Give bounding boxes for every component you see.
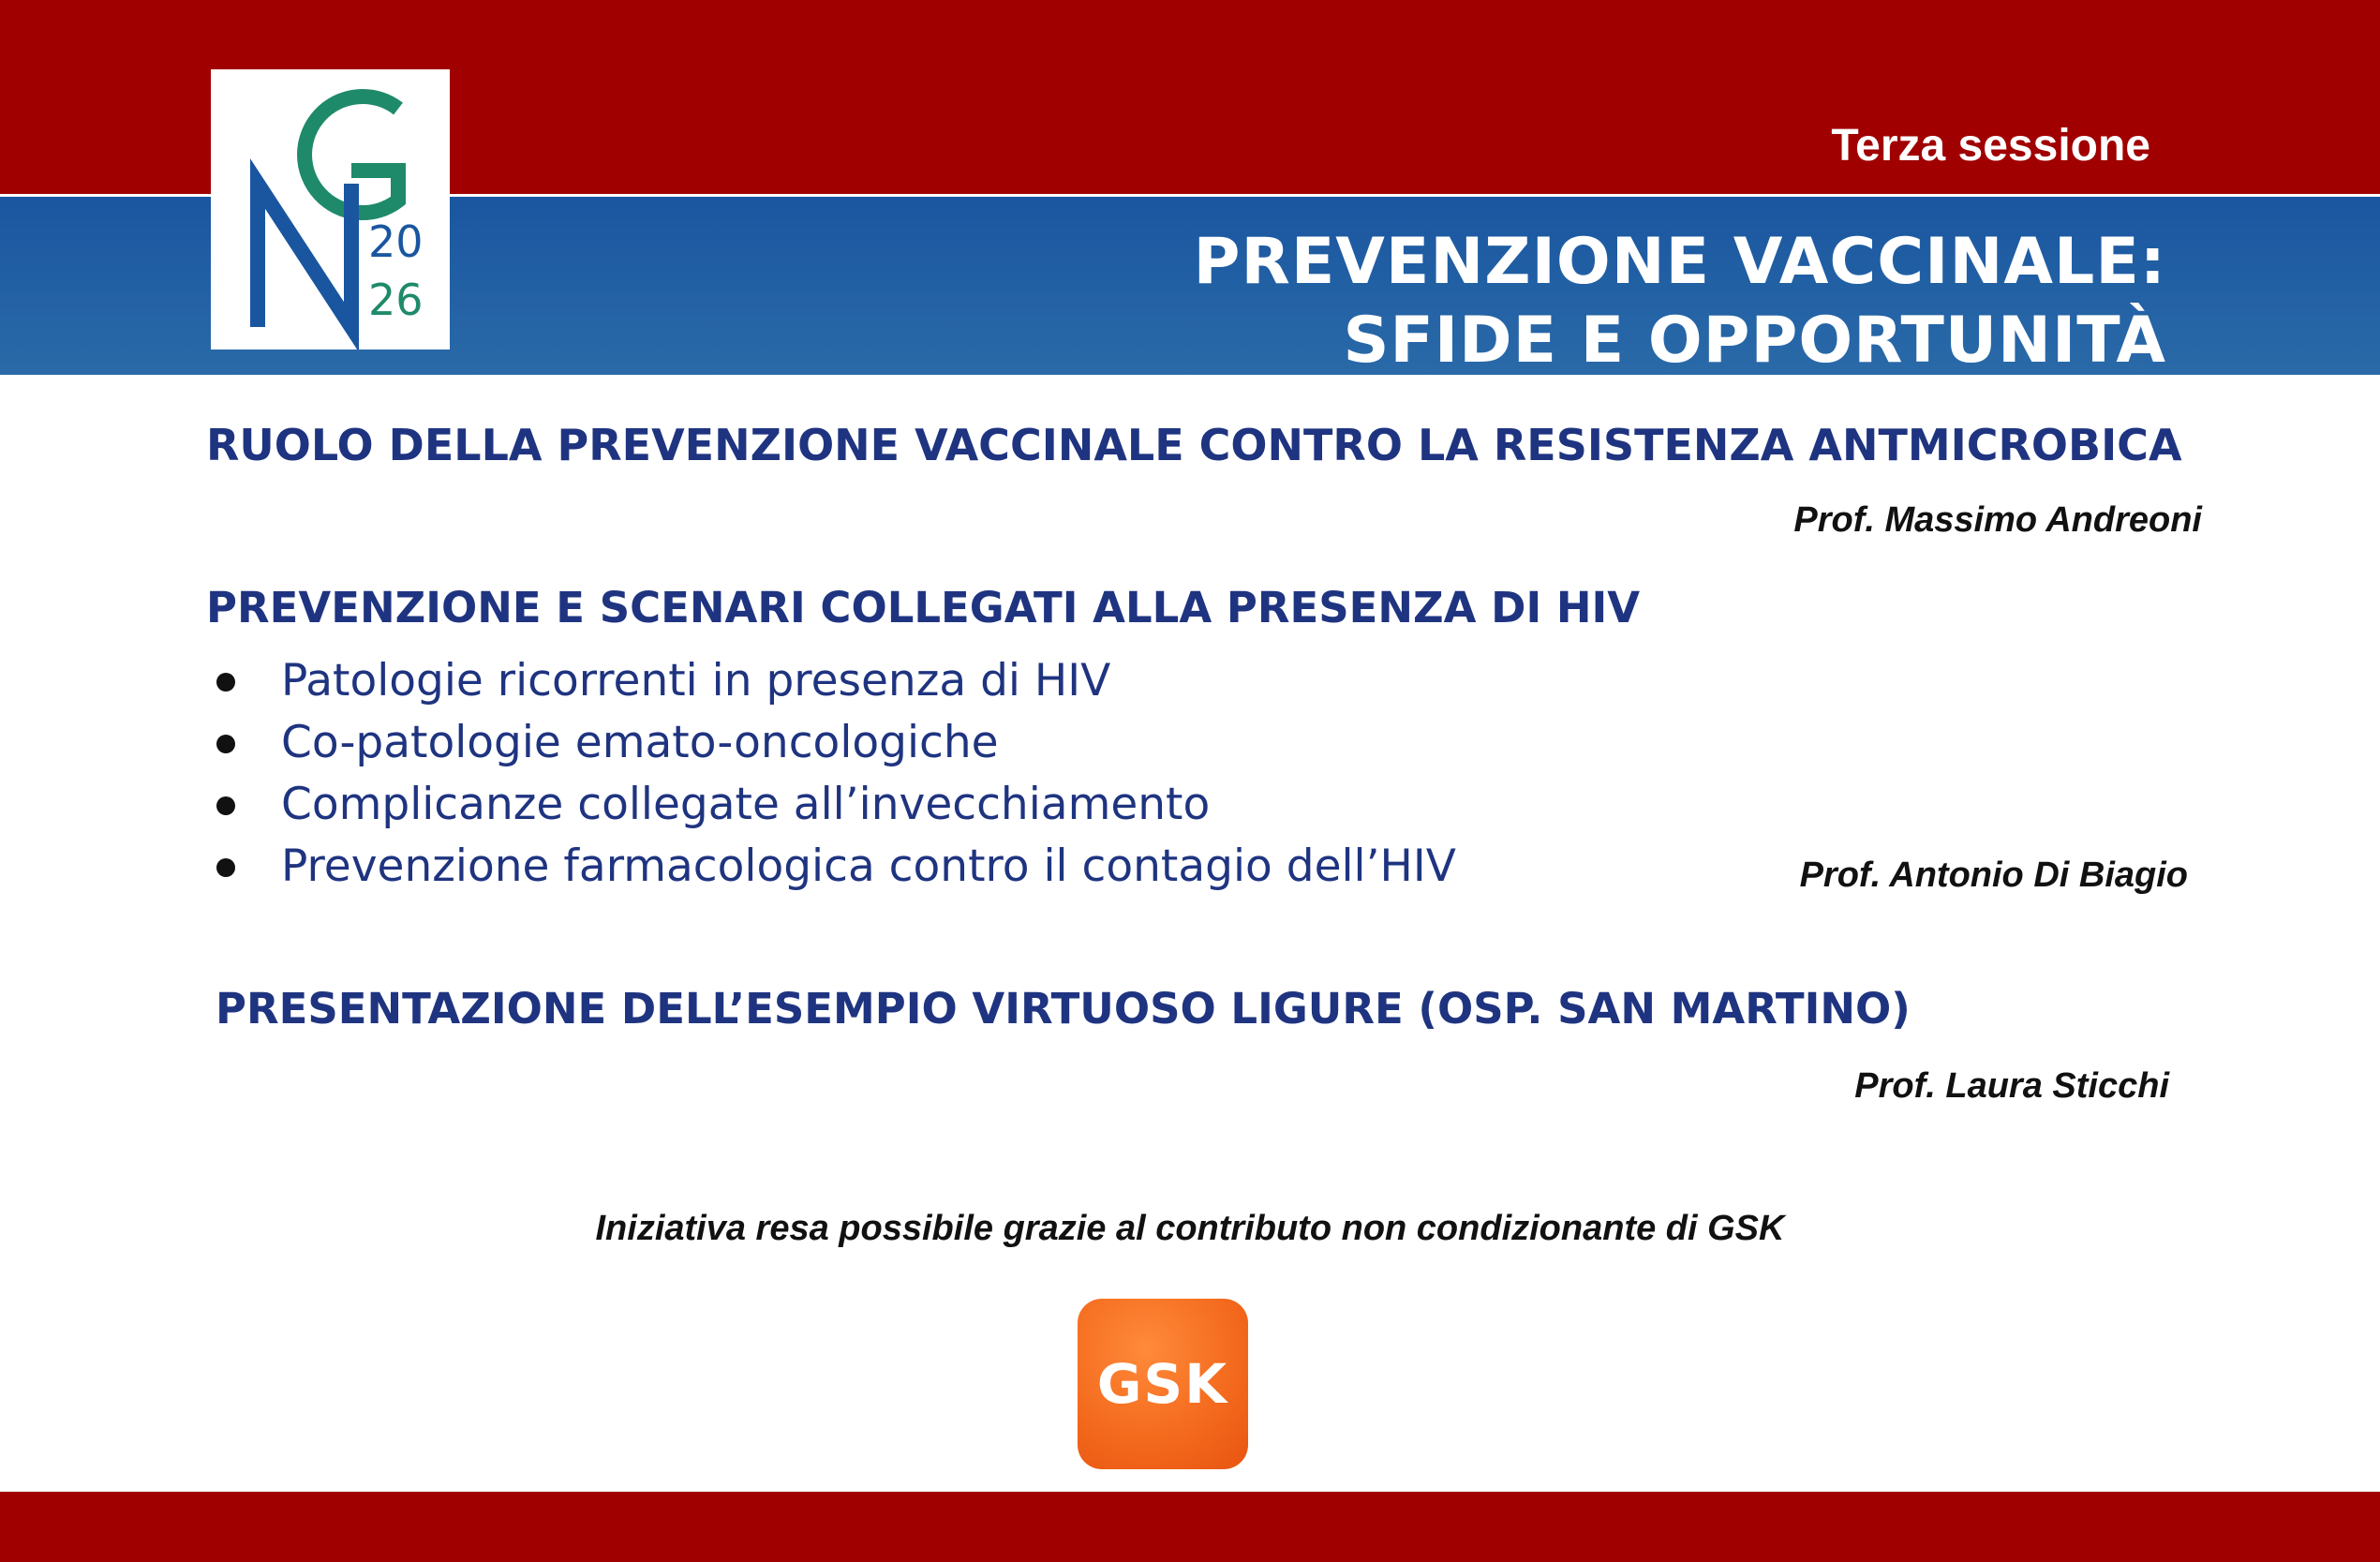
speaker-di-biagio: Prof. Antonio Di Biagio [1799, 855, 2188, 895]
speaker-sticchi: Prof. Laura Sticchi [1854, 1066, 2169, 1106]
list-item: Complicanze collegate all’invecchiamento [211, 774, 1456, 836]
session-title-line2: SFIDE E OPPORTUNITÀ [1343, 304, 2166, 378]
sponsor-note: Iniziativa resa possibile grazie al contributo non condizionante di GSK [595, 1209, 1785, 1248]
bullet-icon [216, 735, 235, 753]
bullet-icon [216, 673, 235, 692]
session-title-line1: PREVENZIONE VACCINALE: [1193, 225, 2166, 299]
bullet-icon [216, 796, 235, 815]
speaker-andreoni: Prof. Massimo Andreoni [1793, 500, 2202, 540]
gsk-logo [1078, 1299, 1248, 1469]
talk-title-hiv: PREVENZIONE E SCENARI COLLEGATI ALLA PRESENZA DI HIV [206, 583, 1641, 632]
list-item: Patologie ricorrenti in presenza di HIV [211, 650, 1456, 712]
list-item: Co-patologie emato-oncologiche [211, 712, 1456, 774]
talk-title-amr: RUOLO DELLA PREVENZIONE VACCINALE CONTRO LA RESISTENZA ANTMICROBICA [206, 420, 2182, 470]
session-label: Terza sessione [1831, 121, 2150, 171]
list-item: Prevenzione farmacologica contro il contagio dell’HIV [211, 836, 1456, 898]
ng-2026-logo-graphic [211, 69, 450, 350]
footer-red-band [0, 1492, 2380, 1562]
hiv-topic-list [211, 650, 1456, 898]
talk-title-liguria: PRESENTAZIONE DELL’ESEMPIO VIRTUOSO LIGURE (OSP. SAN MARTINO) [216, 984, 1911, 1034]
svg-text:20: 20 [368, 216, 424, 267]
event-logo [211, 69, 450, 350]
session-title [948, 223, 2166, 380]
gsk-logo-text: GSK [1096, 1352, 1229, 1416]
svg-text:26: 26 [368, 275, 424, 325]
bullet-icon [216, 858, 235, 877]
